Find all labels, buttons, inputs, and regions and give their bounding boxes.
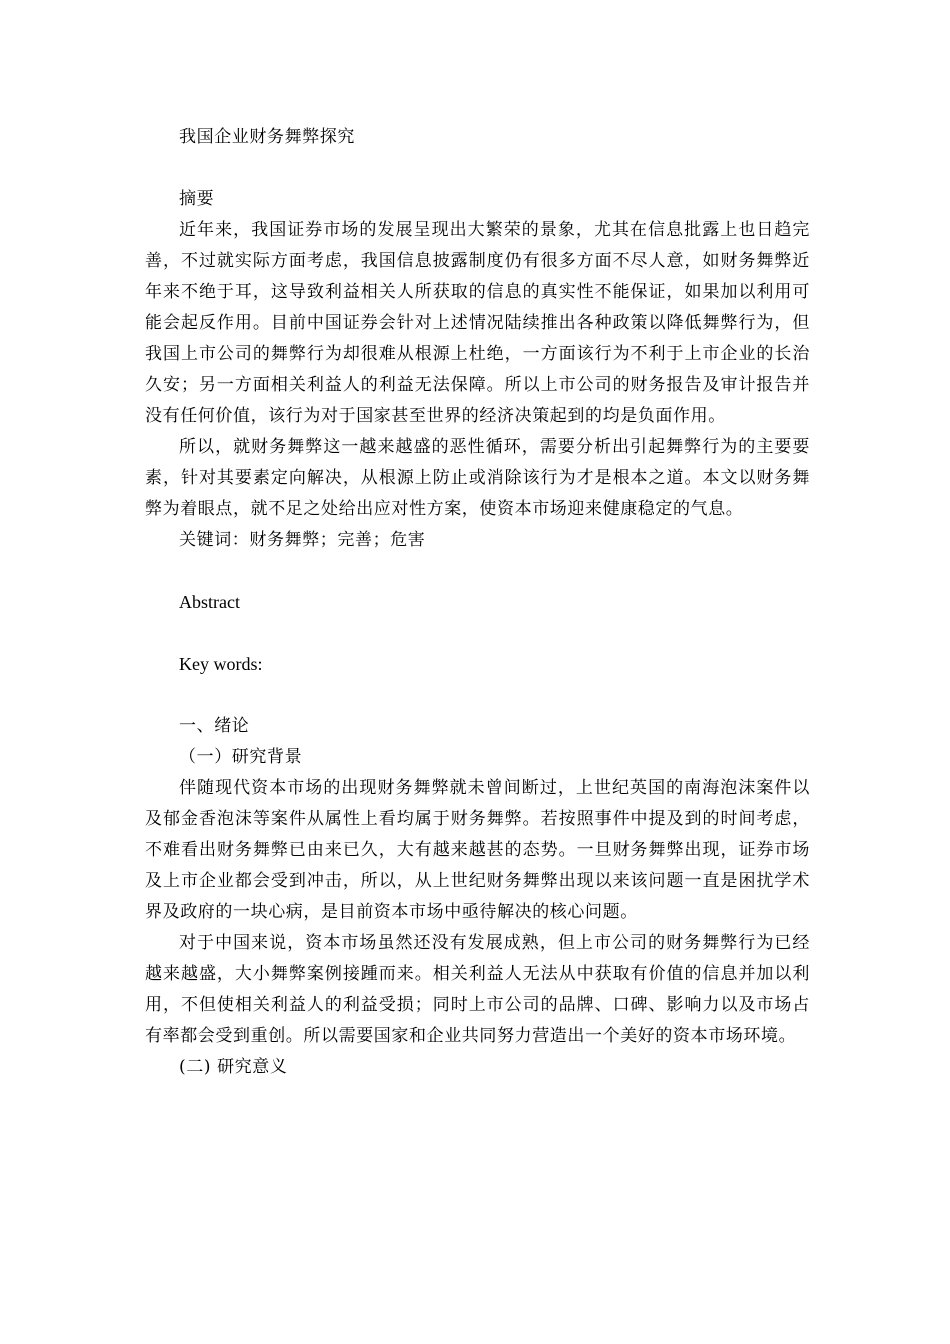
subsection-heading: （一）研究背景 bbox=[179, 747, 303, 767]
blank-line bbox=[145, 680, 810, 711]
blank-line bbox=[145, 153, 810, 184]
abstract-heading: 摘要 bbox=[179, 189, 215, 209]
keywords-line: 关键词：财务舞弊；完善；危害 bbox=[179, 530, 426, 550]
blank-line bbox=[145, 618, 810, 649]
blank-line bbox=[145, 556, 810, 587]
body-paragraph: 对于中国来说，资本市场虽然还没有发展成熟，但上市公司的财务舞弊行为已经越来越盛，大小舞弊案例接踵而来。相关利益人无法从中获取有价值的信息并加以利用，不但使相关利益人的利益受损；同时上市公司的品牌、口碑、影响力以及市场占有率都会受到重创。所以需要国家和企业共同努力营造出一个美好的资本市场环境。 bbox=[145, 933, 810, 1046]
abstract-paragraph: 所以，就财务舞弊这一越来越盛的恶性循环，需要分析出引起舞弊行为的主要要素，针对其要素定向解决，从根源上防止或消除该行为才是根本之道。本文以财务舞弊为着眼点，就不足之处给出应对性方案，使资本市场迎来健康稳定的气息。 bbox=[145, 437, 810, 519]
keywords-en-line: Key words: bbox=[179, 654, 263, 674]
abstract-paragraph: 近年来，我国证券市场的发展呈现出大繁荣的景象，尤其在信息批露上也日趋完善，不过就实际方面考虑，我国信息披露制度仍有很多方面不尽人意，如财务舞弊近年来不绝于耳，这导致利益相关人所获取的信息的真实性不能保证，如果加以利用可能会起反作用。目前中国证券会针对上述情况陆续推出各种政策以降低舞弊行为，但我国上市公司的舞弊行为却很难从根源上杜绝，一方面该行为不利于上市企业的长治久安；另一方面相关利益人的利益无法保障。所以上市公司的财务报告及审计报告并没有任何价值，该行为对于国家甚至世界的经济决策起到的均是负面作用。 bbox=[145, 220, 810, 426]
body-paragraph: 伴随现代资本市场的出现财务舞弊就未曾间断过，上世纪英国的南海泡沫案件以及郁金香泡沫等案件从属性上看均属于财务舞弊。若按照事件中提及到的时间考虑，不难看出财务舞弊已由来已久，大有越来越甚的态势。一旦财务舞弊出现，证券市场及上市企业都会受到冲击，所以，从上世纪财务舞弊出现以来该问题一直是困扰学术界及政府的一块心病，是目前资本市场中亟待解决的核心问题。 bbox=[145, 778, 810, 922]
section-heading: 一、绪论 bbox=[179, 716, 250, 736]
subsection-heading: (二) 研究意义 bbox=[179, 1057, 288, 1077]
document-body bbox=[145, 122, 810, 1083]
abstract-en-heading: Abstract bbox=[179, 592, 240, 612]
document-title: 我国企业财务舞弊探究 bbox=[179, 127, 355, 147]
